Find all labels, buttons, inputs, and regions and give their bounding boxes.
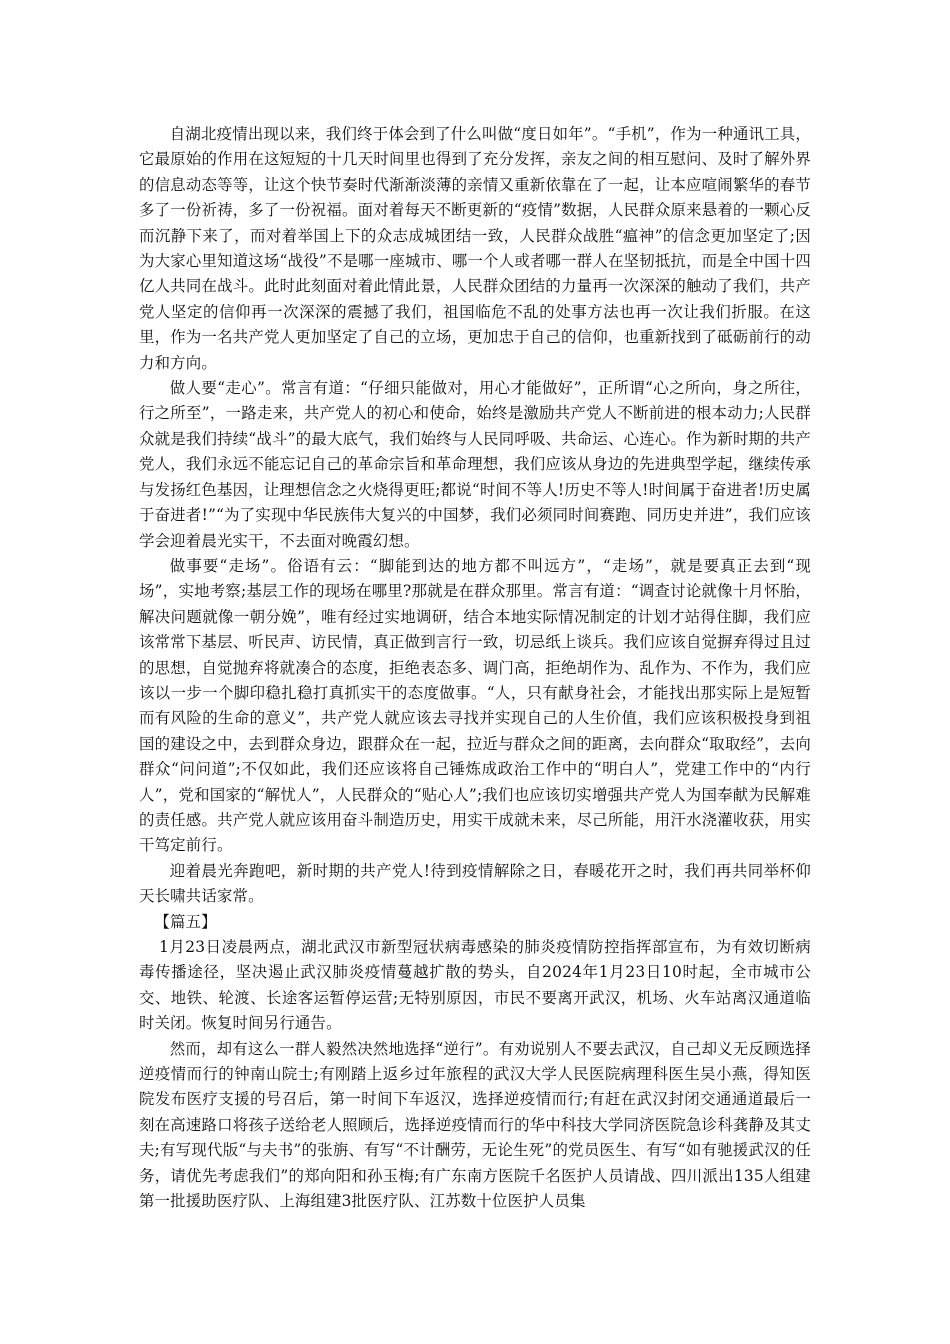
paragraph-intro: 自湖北疫情出现以来，我们终于体会到了什么叫做“度日如年”。“手机”，作为一种通讯工具，它最原始的作用在这短短的十几天时间里也得到了充分发挥，亲友之间的相互慰问、及时了解外界的信息动态等等，让这个快节奏时代渐渐淡薄的亲情又重新依靠在了一起，让本应喧闹繁华的春节多了一份祈祷，多了一份祝福。面对着每天不断更新的“疫情”数据，人民群众原来悬着的一颗心反而沉静下来了，而对着举国上下的众志成城团结一致，人民群众战胜“瘟神”的信念更加坚定了;因为大家心里知道这场“战役”不是哪一座城市、哪一个人或者哪一群人在坚韧抵抗，而是全中国十四亿人共同在战斗。此时此刻面对着此情此景，人民群众团结的力量再一次深深的触动了我们，共产党人坚定的信仰再一次深深的震撼了我们，祖国临危不乱的处事方法也再一次让我们折服。在这里，作为一名共产党人更加坚定了自己的立场，更加忠于自己的信仰，也重新找到了砥砺前行的动力和方向。 <box>139 125 811 372</box>
section-heading: 【篇五】 <box>154 912 217 931</box>
paragraph-closing: 迎着晨光奔跑吧，新时期的共产党人!待到疫情解除之日，春暖花开之时，我们再共同举杯仰天长啸共话家常。 <box>139 861 811 906</box>
paragraph-announcement: 1月23日凌晨两点，湖北武汉市新型冠状病毒感染的肺炎疫情防控指挥部宣布，为有效切断病毒传播途径，坚决遏止武汉肺炎疫情蔓越扩散的势头，自2024年1月23日10时起，全市城市公交、地铁、轮渡、长途客运暂停运营;无特别原因，市民不要离开武汉，机场、火车站离汉通道临时关闭。恢复时间另行通告。 <box>139 938 811 1033</box>
document-body <box>139 122 811 1214</box>
paragraph-zouchang: 做事要“走场”。俗语有云：“脚能到达的地方都不叫远方”，“走场”，就是要真正去到“现场”，实地考察;基层工作的现场在哪里?那就是在群众那里。常言有道：“调查讨论就像十月怀胎，解决问题就像一朝分娩”，唯有经过实地调研，结合本地实际情况制定的计划才站得住脚，我们应该常常下基层、听民声、访民情，真正做到言行一致，切忌纸上谈兵。我们应该自觉摒弃得过且过的思想，自觉抛弃将就凑合的态度，拒绝表态多、调门高，拒绝胡作为、乱作为、不作为，我们应该以一步一个脚印稳扎稳打真抓实干的态度做事。“人，只有献身社会，才能找出那实际上是短暂而有风险的生命的意义”，共产党人就应该去寻找并实现自己的人生价值，我们应该积极投身到祖国的建设之中，去到群众身边，跟群众在一起，拉近与群众之间的距离，去向群众“取取经”，去向群众“问问道”;不仅如此，我们还应该将自己锤炼成政治工作中的“明白人”，党建工作中的“内行人”，党和国家的“解忧人”，人民群众的“贴心人”;我们也应该切实增强共产党人为国奉献为民解难的责任感。共产党人就应该用奋斗制造历史，用实干成就未来，尽己所能，用汗水浇灌收获，用实干笃定前行。 <box>139 556 811 855</box>
paragraph-nixing: 然而，却有这么一群人毅然决然地选择“逆行”。有劝说别人不要去武汉，自己却义无反顾选择逆疫情而行的钟南山院士;有刚踏上返乡过年旅程的武汉大学人民医院病理科医生吴小燕，得知医院发布医疗支援的号召后，第一时间下车返汉，选择逆疫情而行;有赶在武汉封闭交通通道最后一刻在高速路口将孩子送给老人照顾后，选择逆疫情而行的华中科技大学同济医院急诊科龚静及其丈夫;有写现代版“与夫书”的张旃、有写“不计酬劳，无论生死”的党员医生、有写“如有驰援武汉的任务，请优先考虑我们”的郑向阳和孙玉梅;有广东南方医院千名医护人员请战、四川派出135人组建第一批援助医疗队、上海组建3批医疗队、江苏数十位医护人员集 <box>139 1039 811 1211</box>
paragraph-zouxin: 做人要“走心”。常言有道：“仔细只能做对，用心才能做好”，正所谓“心之所向，身之所往，行之所至”，一路走来，共产党人的初心和使命，始终是激励共产党人不断前进的根本动力;人民群众就是我们持续“战斗”的最大底气，我们始终与人民同呼吸、共命运、心连心。作为新时期的共产党人，我们永远不能忘记自己的革命宗旨和革命理想，我们应该从身边的先进典型学起，继续传承与发扬红色基因，让理想信念之火烧得更旺;都说“时间不等人!历史不等人!时间属于奋进者!历史属于奋进者!”“为了实现中华民族伟大复兴的中国梦，我们必须同时间赛跑、同历史并进”，我们应该学会迎着晨光实干，不去面对晚霞幻想。 <box>139 379 811 550</box>
